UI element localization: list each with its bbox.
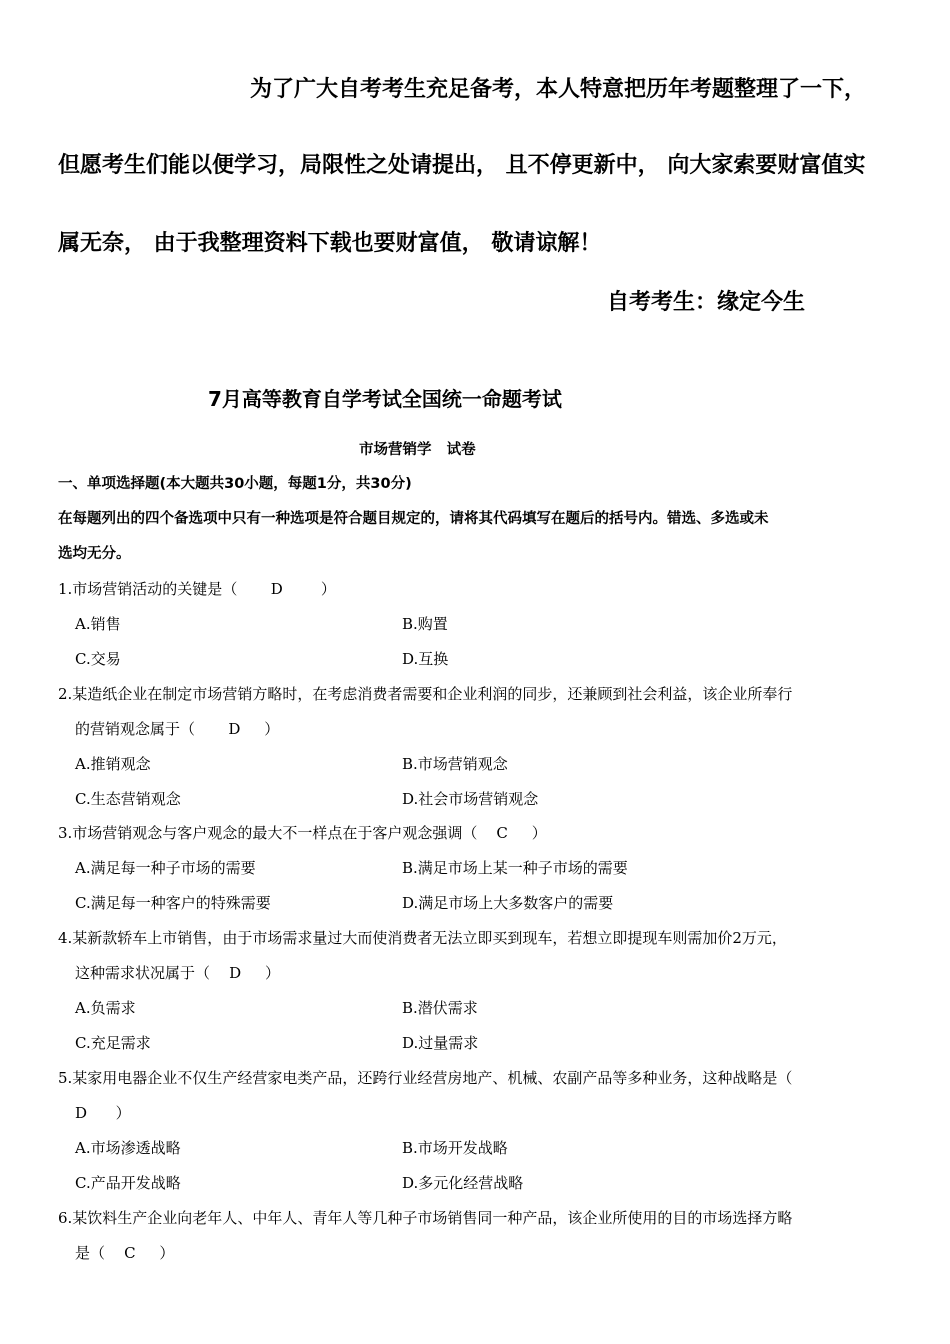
question-2-option-b: B.市场营销观念 xyxy=(402,755,508,773)
question-3-option-a: A.满足每一种子市场的需要 xyxy=(75,859,256,877)
question-2-stem: 2.某造纸企业在制定市场营销方略时，在考虑消费者需要和企业利润的同步，还兼顾到社会利益，该企业所奉行 xyxy=(58,685,793,703)
question-1-option-a: A.销售 xyxy=(75,615,121,633)
section-heading: 一、单项选择题(本大题共30小题，每题1分，共30分) xyxy=(58,476,412,492)
question-1-stem: 1.市场营销活动的关键是（ D ） xyxy=(58,580,336,598)
question-3-option-c: C.满足每一种客户的特殊需要 xyxy=(75,894,271,912)
section-instruction-line-1: 在每题列出的四个备选项中只有一种选项是符合题目规定的，请将其代码填写在题后的括号内。错选、多选或未 xyxy=(58,511,769,527)
question-2-option-c: C.生态营销观念 xyxy=(75,790,181,808)
intro-line-2: 但愿考生们能以便学习，局限性之处请提出， 且不停更新中， 向大家索要财富值实 xyxy=(58,153,866,178)
intro-line-3: 属无奈， 由于我整理资料下载也要财富值， 敬请谅解！ xyxy=(58,231,602,256)
question-3-stem: 3.市场营销观念与客户观念的最大不一样点在于客户观念强调（ C ） xyxy=(58,824,547,842)
question-1-option-d: D.互换 xyxy=(402,650,449,668)
question-6-stem-cont: 是（ C ） xyxy=(75,1244,175,1262)
question-1-option-b: B.购置 xyxy=(402,615,448,633)
question-4-option-a: A.负需求 xyxy=(75,999,136,1017)
intro-signature: 自考考生：缘定今生 xyxy=(607,290,806,315)
question-5-stem-cont: D ） xyxy=(75,1104,131,1122)
question-3-option-b: B.满足市场上某一种子市场的需要 xyxy=(402,859,628,877)
exam-subtitle: 市场营销学 试卷 xyxy=(359,442,476,458)
question-2-option-d: D.社会市场营销观念 xyxy=(402,790,539,808)
question-4-stem-cont: 这种需求状况属于（ D ） xyxy=(75,964,280,982)
question-5-stem: 5.某家用电器企业不仅生产经营家电类产品，还跨行业经营房地产、机械、农副产品等多种业务，这种战略是（ xyxy=(58,1069,793,1087)
question-4-option-c: C.充足需求 xyxy=(75,1034,151,1052)
question-5-option-d: D.多元化经营战略 xyxy=(402,1174,524,1192)
question-4-option-d: D.过量需求 xyxy=(402,1034,479,1052)
question-4-option-b: B.潜伏需求 xyxy=(402,999,478,1017)
question-1-option-c: C.交易 xyxy=(75,650,121,668)
question-5-option-a: A.市场渗透战略 xyxy=(75,1139,181,1157)
question-5-option-b: B.市场开发战略 xyxy=(402,1139,508,1157)
question-2-option-a: A.推销观念 xyxy=(75,755,151,773)
question-5-option-c: C.产品开发战略 xyxy=(75,1174,181,1192)
question-4-stem: 4.某新款轿车上市销售，由于市场需求量过大而使消费者无法立即买到现车，若想立即提现车则需加价2万元， xyxy=(58,929,787,947)
question-2-stem-cont: 的营销观念属于（ D ） xyxy=(75,720,280,738)
exam-title: 7月高等教育自学考试全国统一命题考试 xyxy=(208,387,562,411)
intro-line-1: 为了广大自考考生充足备考，本人特意把历年考题整理了一下， xyxy=(250,77,867,102)
question-3-option-d: D.满足市场上大多数客户的需要 xyxy=(402,894,614,912)
section-instruction-line-2: 选均无分。 xyxy=(58,546,131,562)
question-6-stem: 6.某饮料生产企业向老年人、中年人、青年人等几种子市场销售同一种产品，该企业所使用的目的市场选择方略 xyxy=(58,1209,793,1227)
